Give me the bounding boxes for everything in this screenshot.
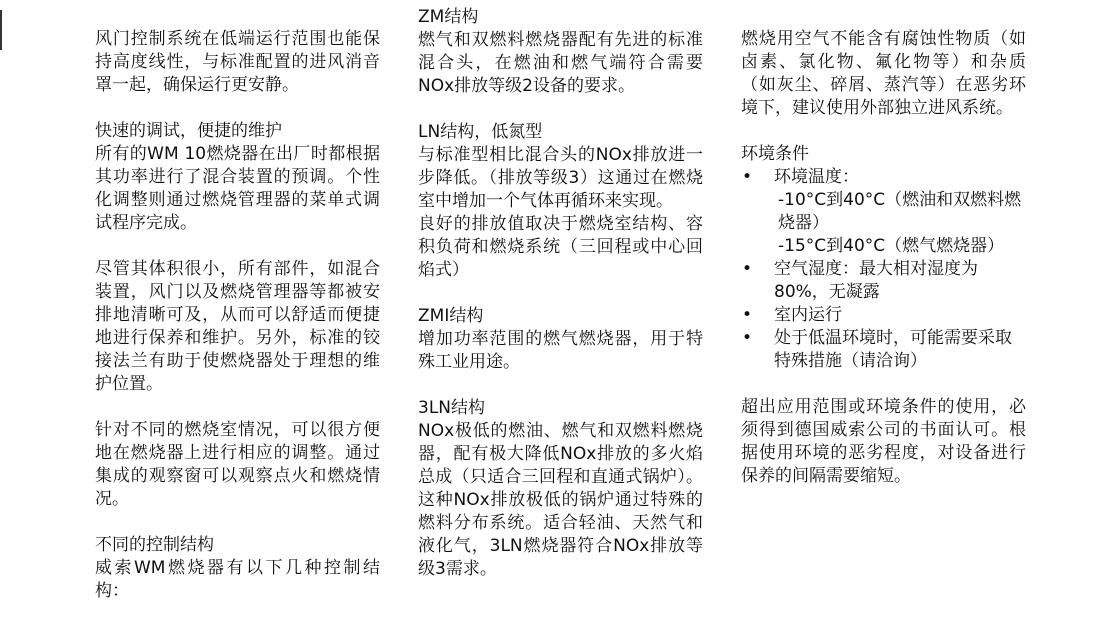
- environment-section: [741, 143, 1026, 373]
- commissioning-body: 所有的WM 10燃烧器在出厂时都根据其功率进行了混合装置的预调。个性化调整则通过燃烧管理器的菜单式调试程序完成。: [95, 144, 380, 233]
- temperature-label: • 环境温度：: [774, 167, 859, 187]
- combustion-air-paragraph: 燃烧用空气不能含有腐蚀性物质（如卤素、氯化物、氟化物等）和杂质（如灰尘、碎屑、蒸汽等）在恶劣环境下，建议使用外部独立进风系统。: [741, 29, 1026, 118]
- list-item: • 处于低温环境时，可能需要采取特殊措施（请洽询）: [741, 327, 1026, 373]
- damper-control-paragraph: 风门控制系统在低端运行范围也能保持高度线性，与标准配置的进风消音罩一起，确保运行更安静。: [95, 29, 380, 95]
- control-structures-section: [95, 534, 380, 603]
- environment-heading: 环境条件: [741, 144, 809, 164]
- zmi-section: [418, 305, 703, 374]
- zm-body: 燃气和双燃料燃烧器配有先进的标准混合头，在燃油和燃气端符合需要NOx排放等级2设备的要求。: [418, 30, 703, 96]
- ln-body-1: 与标准型相比混合头的NOx排放进一步降低。（排放等级3）这通过在燃烧室中增加一个气体再循环来实现。: [418, 145, 703, 211]
- control-structures-body: 威索WM燃烧器有以下几种控制结构：: [95, 558, 380, 601]
- commissioning-section: [95, 120, 380, 235]
- approval-paragraph: 超出应用范围或环境条件的使用，必须得到德国威索公司的书面认可。根据使用环境的恶劣程度，对设备进行保养的间隔需要缩短。: [741, 397, 1026, 486]
- zm-section: [418, 6, 703, 98]
- 3ln-body: NOx极低的燃油、燃气和双燃料燃烧器，配有极大降低NOx排放的多火焰总成（只适合三回程和直通式锅炉）。这种NOx排放极低的锅炉通过特殊的燃料分布系统。适合轻油、天然气和液化气，3LN燃烧器符合NOx排放等级3需求。: [418, 421, 703, 579]
- ln-section: [418, 121, 703, 282]
- environment-list: [741, 166, 1026, 373]
- text-column-3: [741, 28, 1026, 511]
- combustion-chamber-paragraph: 针对不同的燃烧室情况，可以很方便地在燃烧器上进行相应的调整。通过集成的观察窗可以观察点火和燃烧情况。: [95, 420, 380, 509]
- zm-heading: ZM结构: [418, 7, 479, 27]
- temperature-oil-range: -10°C到40°C（燃油和双燃料燃烧器）: [778, 190, 1022, 233]
- zmi-heading: ZMI结构: [418, 306, 484, 326]
- ln-body-2: 良好的排放值取决于燃烧室结构、容积负荷和燃烧系统（三回程或中心回焰式）: [418, 214, 703, 280]
- list-item: • 室内运行: [741, 304, 1026, 327]
- list-item: • 空气湿度：最大相对湿度为80%，无凝露: [741, 258, 1026, 304]
- ln-heading: LN结构，低氮型: [418, 122, 543, 142]
- text-column-1: [95, 28, 380, 626]
- commissioning-heading: 快速的调试，便捷的维护: [95, 121, 282, 141]
- text-column-2: [418, 6, 703, 604]
- temperature-gas-range: -15°C到40°C（燃气燃烧器）: [778, 236, 1005, 256]
- control-structures-heading: 不同的控制结构: [95, 535, 214, 555]
- maintenance-paragraph: 尽管其体积很小，所有部件，如混合装置，风门以及燃烧管理器等都被安排地清晰可及，从而可以舒适而便捷地进行保养和维护。另外，标准的铰接法兰有助于使燃烧器处于理想的维护位置。: [95, 259, 380, 394]
- zmi-body: 增加功率范围的燃气燃烧器，用于特殊工业用途。: [418, 329, 703, 372]
- 3ln-heading: 3LN结构: [418, 398, 486, 418]
- 3ln-section: [418, 397, 703, 581]
- page-edge-mark: [0, 10, 2, 50]
- list-item: [741, 166, 1026, 258]
